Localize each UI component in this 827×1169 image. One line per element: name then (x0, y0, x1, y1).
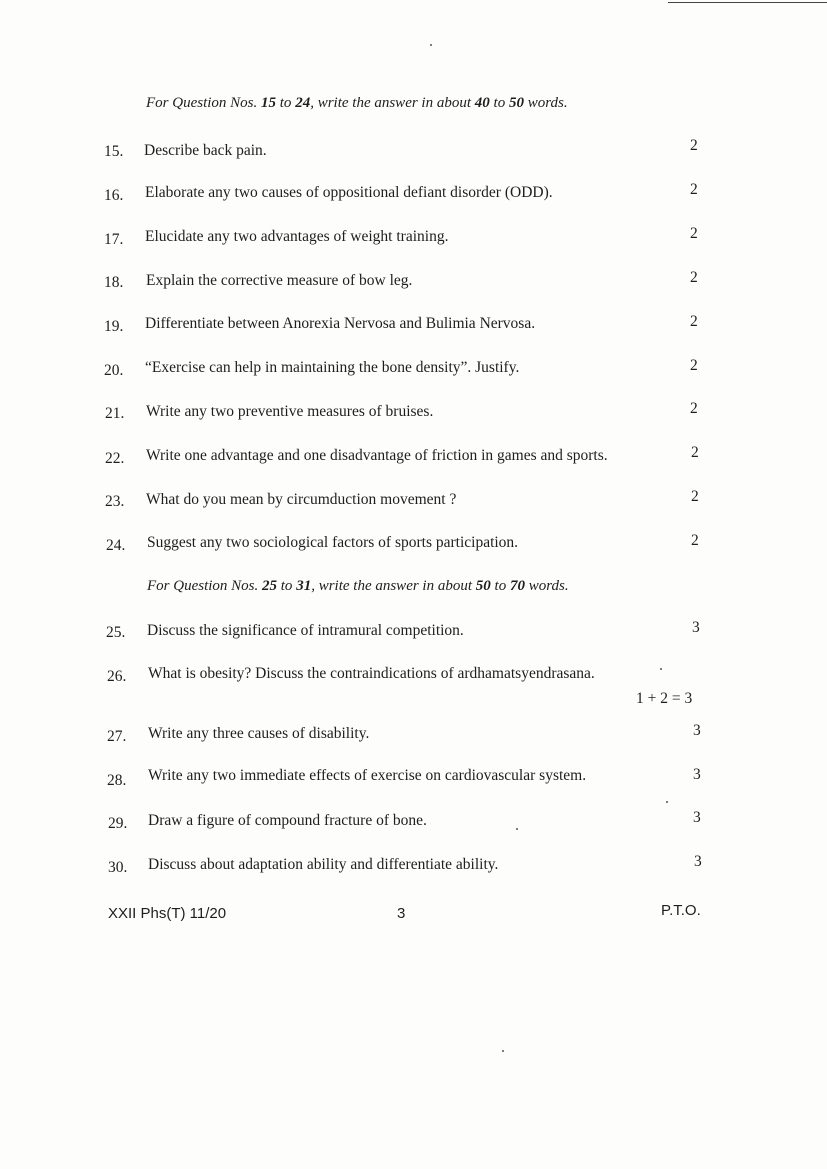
scan-speck (430, 44, 432, 46)
scan-speck (660, 668, 662, 670)
question-text: Draw a figure of compound fracture of bone. (148, 812, 427, 829)
question-number: 15. (104, 143, 124, 160)
question-text: Differentiate between Anorexia Nervosa and Bulimia Nervosa. (145, 315, 536, 332)
scan-speck (502, 1050, 504, 1052)
question-marks: 3 (693, 766, 701, 783)
question-text: Elucidate any two advantages of weight training. (145, 228, 449, 245)
question-text: What is obesity? Discuss the contraindications of ardhamatsyendrasana. (148, 665, 595, 682)
question-marks: 2 (690, 357, 698, 374)
question-number: 18. (104, 274, 124, 291)
question-text: Write any three causes of disability. (148, 725, 370, 742)
question-marks: 2 (691, 444, 699, 461)
top-rule (668, 2, 827, 3)
question-number: 25. (106, 624, 126, 641)
question-number: 27. (107, 728, 127, 745)
question-text: Write any two preventive measures of bruises. (146, 403, 434, 420)
question-marks: 2 (691, 488, 699, 505)
question-marks: 2 (690, 137, 698, 154)
question-text: Describe back pain. (144, 142, 267, 159)
question-marks: 2 (691, 532, 699, 549)
question-number: 28. (107, 772, 127, 789)
question-marks: 2 (690, 269, 698, 286)
question-number: 19. (104, 318, 124, 335)
question-number: 29. (108, 815, 128, 832)
question-marks: 3 (693, 722, 701, 739)
question-text: Elaborate any two causes of oppositional defiant disorder (ODD). (145, 184, 553, 201)
question-number: 21. (105, 405, 125, 422)
question-number: 16. (104, 187, 124, 204)
question-marks: 3 (692, 619, 700, 636)
question-number: 30. (108, 859, 128, 876)
question-text: Discuss the significance of intramural competition. (147, 622, 464, 639)
question-number: 20. (104, 362, 124, 379)
question-number: 22. (105, 450, 125, 467)
question-text: “Exercise can help in maintaining the bone density”. Justify. (145, 359, 520, 376)
instruction-first: For Question Nos. 15 to 24, write the answer in about 40 to 50 words. (146, 95, 568, 111)
question-marks: 1 + 2 = 3 (636, 690, 693, 707)
paper-code: XXII Phs(T) 11/20 (108, 905, 227, 922)
pto-label: P.T.O. (661, 902, 701, 919)
scan-speck (666, 801, 668, 803)
scan-speck (516, 828, 518, 830)
question-number: 23. (105, 493, 125, 510)
question-marks: 3 (693, 809, 701, 826)
question-number: 17. (104, 231, 124, 248)
question-marks: 2 (690, 313, 698, 330)
question-marks: 2 (690, 400, 698, 417)
question-text: What do you mean by circumduction movement ? (146, 491, 457, 508)
question-text: Write any two immediate effects of exercise on cardiovascular system. (148, 767, 587, 784)
question-text: Suggest any two sociological factors of sports participation. (147, 534, 519, 551)
question-number: 24. (106, 537, 126, 554)
question-text: Discuss about adaptation ability and differentiate ability. (148, 856, 499, 873)
question-text: Explain the corrective measure of bow leg. (146, 272, 413, 289)
question-marks: 2 (690, 225, 698, 242)
page-number: 3 (397, 905, 406, 922)
question-marks: 2 (690, 181, 698, 198)
question-number: 26. (107, 668, 127, 685)
question-text: Write one advantage and one disadvantage of friction in games and sports. (146, 447, 608, 464)
instruction-second: For Question Nos. 25 to 31, write the answer in about 50 to 70 words. (147, 578, 569, 594)
question-marks: 3 (694, 853, 702, 870)
